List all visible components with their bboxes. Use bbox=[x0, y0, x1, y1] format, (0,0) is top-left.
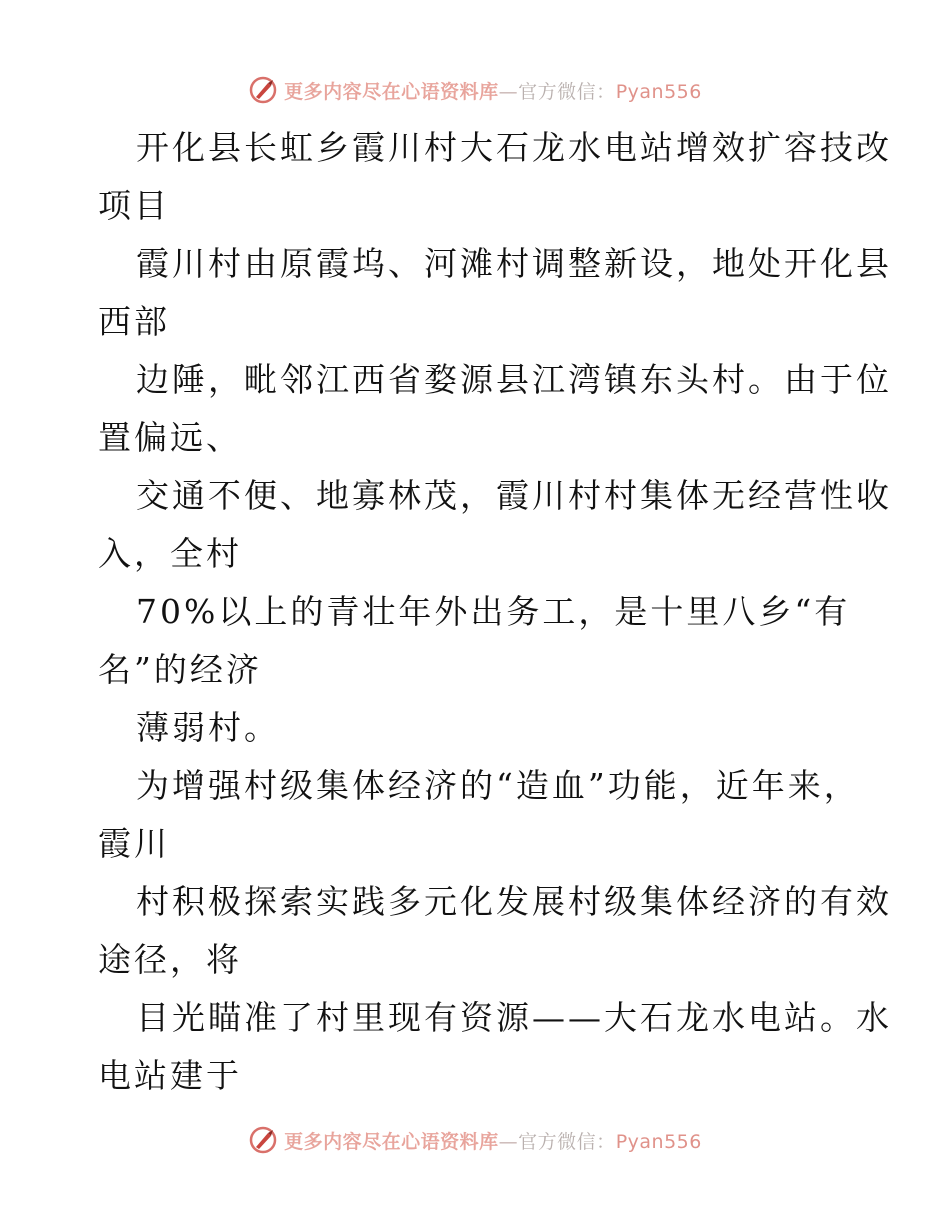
text-line: 70%以上的青壮年外出务工，是十里八乡“有 bbox=[136, 592, 851, 631]
text-line: 电站建于 bbox=[98, 1056, 242, 1095]
watermark-site-text: 更多内容尽在心语资料库 bbox=[284, 80, 499, 103]
text-line: 交通不便、地寡林茂，霞川村村集体无经营性收 bbox=[136, 476, 892, 515]
quill-pen-logo-icon bbox=[248, 75, 278, 105]
quill-pen-logo-icon bbox=[248, 1125, 278, 1155]
text-line: 为增强村级集体经济的“造血”功能，近年来， bbox=[136, 766, 860, 805]
text-line: 开化县长虹乡霞川村大石龙水电站增效扩容技改 bbox=[136, 128, 892, 167]
text-line: 霞川 bbox=[98, 824, 170, 863]
footer-watermark bbox=[0, 1122, 950, 1158]
text-line: 置偏远、 bbox=[98, 418, 242, 457]
watermark-wechat-id: Pyan556 bbox=[615, 80, 702, 103]
text-line: 项目 bbox=[98, 186, 170, 225]
text-line: 途径，将 bbox=[98, 940, 242, 979]
text-line: 村积极探索实践多元化发展村级集体经济的有效 bbox=[136, 882, 892, 921]
watermark-wechat-label: 官方微信： bbox=[518, 1130, 616, 1153]
watermark-wechat-label: 官方微信： bbox=[518, 80, 616, 103]
watermark-separator: — bbox=[498, 80, 519, 103]
text-line: 入，全村 bbox=[98, 534, 242, 573]
watermark-site-text: 更多内容尽在心语资料库 bbox=[284, 1130, 499, 1153]
text-line: 西部 bbox=[98, 302, 170, 341]
watermark-separator: — bbox=[498, 1130, 519, 1153]
header-watermark bbox=[0, 72, 950, 108]
text-line: 边陲，毗邻江西省婺源县江湾镇东头村。由于位 bbox=[136, 360, 892, 399]
watermark-wechat-id: Pyan556 bbox=[615, 1130, 702, 1153]
text-line: 名”的经济 bbox=[98, 650, 262, 689]
text-line: 薄弱村。 bbox=[136, 708, 280, 747]
text-line: 目光瞄准了村里现有资源——大石龙水电站。水 bbox=[136, 998, 892, 1037]
text-line: 霞川村由原霞坞、河滩村调整新设，地处开化县 bbox=[136, 244, 892, 283]
